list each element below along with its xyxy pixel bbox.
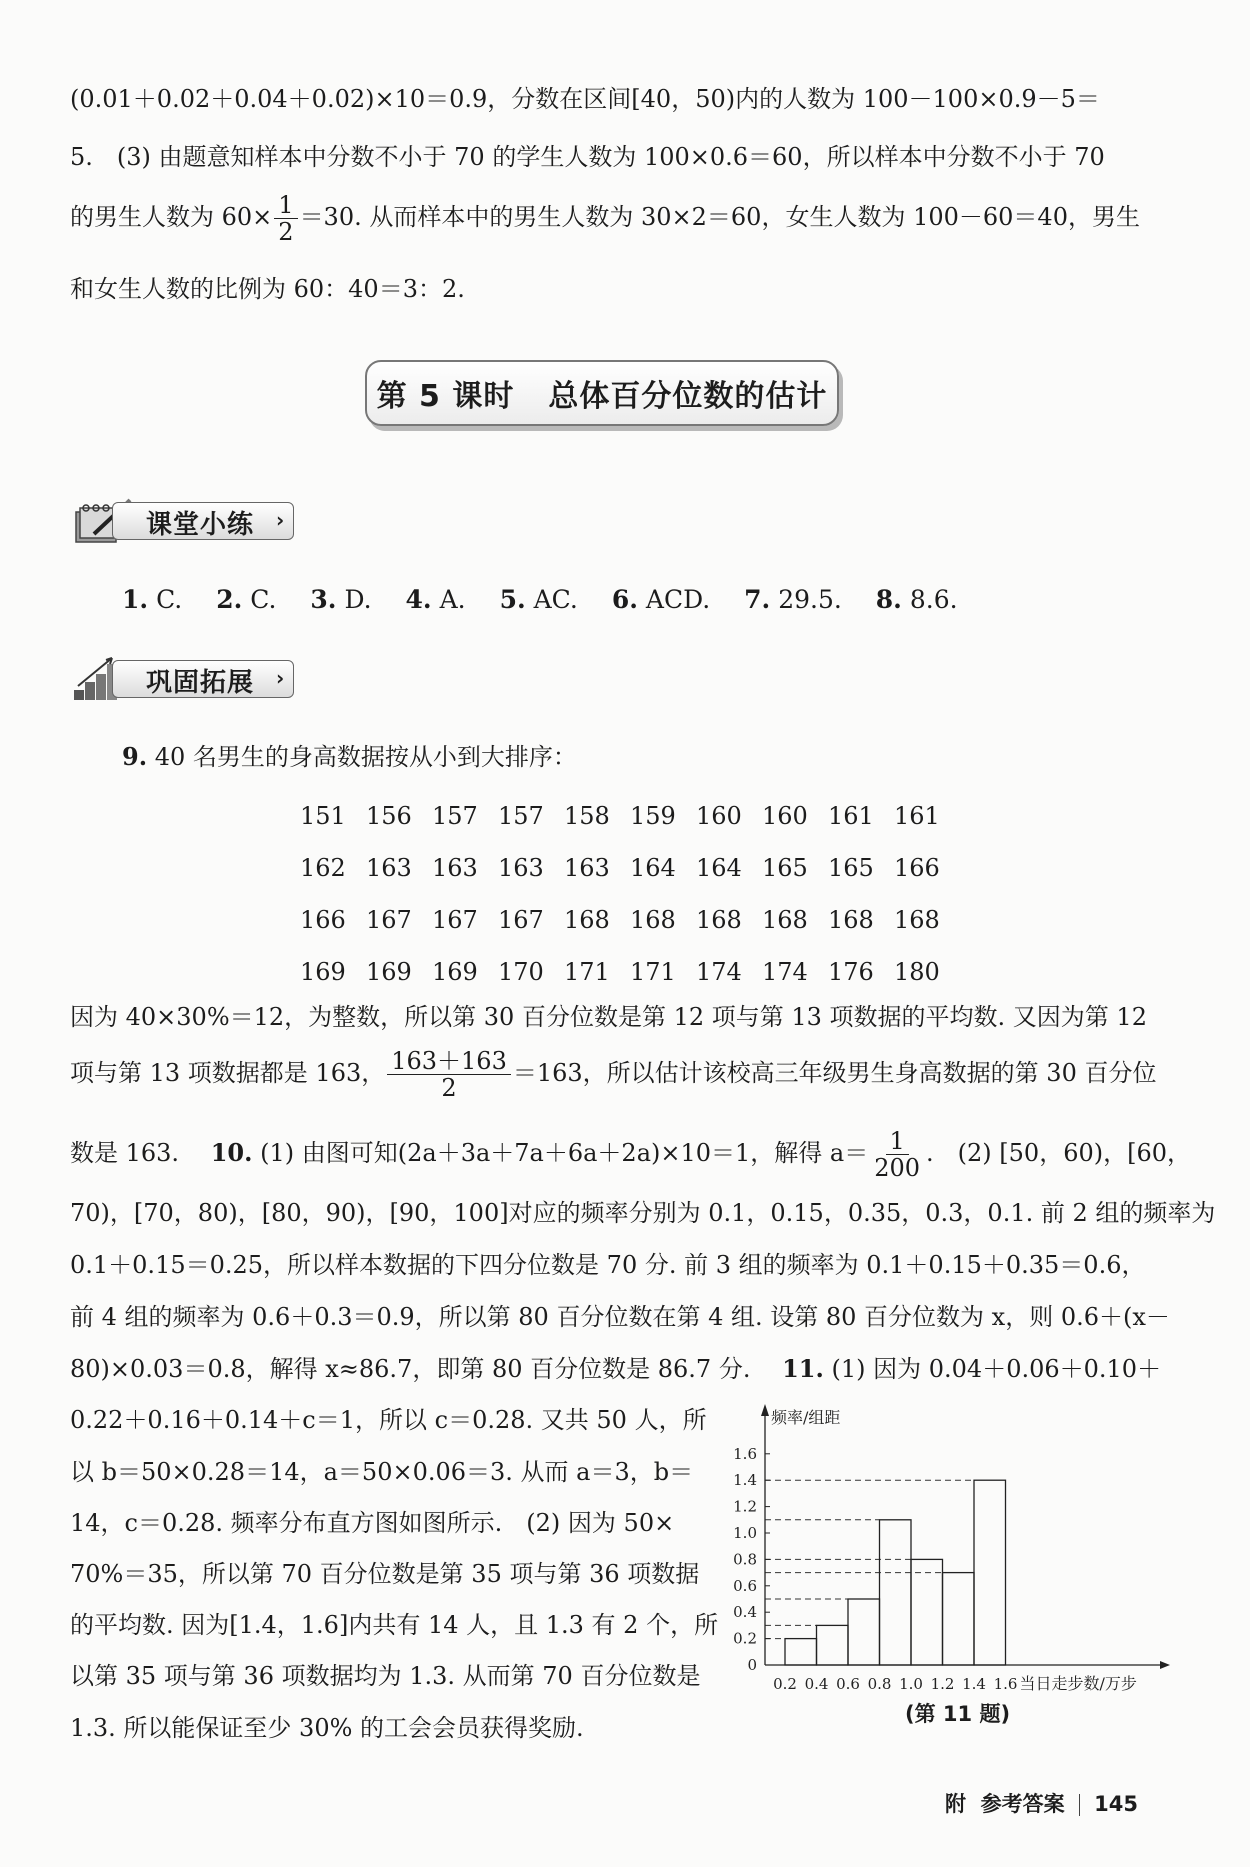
x-tick-label: 0.6 bbox=[836, 1675, 860, 1693]
answer-item: 7. 29.5. bbox=[744, 585, 842, 614]
x-tick-label: 1.6 bbox=[993, 1675, 1018, 1693]
intro-line-1: (0.01＋0.02＋0.04＋0.02)×10＝0.9，分数在区间[40，50)内的人数为 100－100×0.9－5＝ bbox=[70, 85, 1100, 113]
histogram-bar bbox=[943, 1573, 975, 1665]
answer-item: 3. D. bbox=[310, 585, 372, 614]
q10-line-3: 0.1＋0.15＝0.25，所以样本数据的下四分位数是 70 分. 前 3 组的频率为 0.1＋0.15＋0.35＝0.6， bbox=[70, 1251, 1146, 1279]
fraction-a: $\frac{1}{200}$ bbox=[874, 1127, 921, 1182]
histogram-bar bbox=[785, 1639, 817, 1665]
table-row: 166 167 167 167 168 168 168 168 168 168 bbox=[300, 906, 940, 934]
table-row: 162 163 163 163 163 164 164 165 165 166 bbox=[300, 854, 940, 882]
q10-line-2: 70)，[70，80)，[80，90)，[90，100]对应的频率分别为 0.1，0.15，0.35，0.3，0.1. 前 2 组的频率为 bbox=[70, 1199, 1216, 1227]
x-tick-label: 1.2 bbox=[930, 1675, 955, 1693]
y-tick-label: 1.4 bbox=[733, 1471, 757, 1490]
fraction-denominator: 2 bbox=[278, 218, 294, 246]
x-axis-label: 当日走步数/万步 bbox=[1019, 1674, 1137, 1693]
table-row: 169 169 169 170 171 171 174 174 176 180 bbox=[300, 958, 940, 986]
page-footer bbox=[945, 1788, 1138, 1818]
q11-line-6: 以第 35 项与第 36 项数据均为 1.3. 从而第 70 百分位数是 bbox=[70, 1662, 701, 1690]
fraction-numerator: 1 bbox=[274, 192, 297, 219]
y-axis-label: 频率/组距 bbox=[771, 1408, 841, 1427]
y-tick-label: 0.6 bbox=[733, 1576, 757, 1595]
answer-item: 5. AC. bbox=[499, 585, 578, 614]
q11-line-1: 0.22＋0.16＋0.14＋c＝1，所以 c＝0.28. 又共 50 人，所 bbox=[70, 1406, 707, 1434]
section-header-extension bbox=[72, 656, 294, 698]
x-axis-arrow-icon bbox=[1160, 1661, 1170, 1669]
y-tick-label: 1.2 bbox=[733, 1497, 757, 1516]
heights-table bbox=[300, 790, 960, 998]
chevron-right-icon: › bbox=[276, 508, 285, 532]
q11-number: 11. bbox=[782, 1354, 824, 1383]
histogram-bar bbox=[848, 1599, 880, 1665]
intro-line-3-b: ＝30. 从而样本中的男生人数为 30×2＝60，女生人数为 100－60＝40，男生 bbox=[299, 203, 1140, 231]
y-tick-label: 0.2 bbox=[733, 1629, 757, 1648]
x-tick-label: 0.8 bbox=[867, 1675, 892, 1693]
x-tick-label: 1.4 bbox=[962, 1675, 986, 1693]
y-tick-label: 0.8 bbox=[733, 1550, 757, 1569]
q9-sentence-2: 项与第 13 项数据都是 163， $\frac{163+163}{2}$ ＝163，所以估计该校高三年级男生身高数据的第 30 百分位 bbox=[70, 1047, 1157, 1102]
fraction-one-half bbox=[274, 192, 297, 245]
table-row: 151 156 157 157 158 159 160 160 161 161 bbox=[300, 802, 940, 830]
histogram-bar bbox=[911, 1559, 943, 1665]
intro-line-3-a: 的男生人数为 60× bbox=[70, 203, 273, 231]
section-title-practice: 课堂小练 bbox=[146, 510, 255, 540]
chevron-right-icon: › bbox=[276, 666, 285, 690]
q10-line-5: 80)×0.03＝0.8，解得 x≈86.7，即第 80 百分位数是 86.7 分. bbox=[70, 1355, 751, 1383]
lesson-number: 第 5 课时 bbox=[376, 379, 515, 414]
q10-line-4: 前 4 组的频率为 0.6＋0.3＝0.9，所以第 80 百分位数在第 4 组. 设第 80 百分位数为 x，则 0.6＋(x－ bbox=[70, 1303, 1170, 1331]
intro-line-4: 和女生人数的比例为 60：40＝3：2. bbox=[70, 275, 465, 303]
y-tick-label: 0 bbox=[747, 1656, 757, 1674]
answer-item: 8. 8.6. bbox=[875, 585, 958, 614]
frequency-histogram bbox=[705, 1400, 1185, 1700]
chart-caption: (第 11 题) bbox=[905, 1702, 1011, 1726]
lesson-name: 总体百分位数的估计 bbox=[548, 379, 828, 414]
lesson-title-banner bbox=[365, 360, 839, 426]
x-tick-label: 0.2 bbox=[773, 1675, 797, 1693]
x-tick-label: 1.0 bbox=[899, 1675, 923, 1693]
q11-line-4: 70%＝35，所以第 70 百分位数是第 35 项与第 36 项数据 bbox=[70, 1560, 700, 1588]
section-header-practice bbox=[72, 498, 294, 540]
y-tick-label: 1.6 bbox=[733, 1444, 757, 1463]
answer-item: 2. C. bbox=[216, 585, 277, 614]
y-axis-arrow-icon bbox=[761, 1404, 769, 1416]
footer-label: 参考答案 bbox=[980, 1792, 1065, 1816]
y-tick-label: 1.0 bbox=[733, 1524, 757, 1542]
q10-line-1: 数是 163. 10. (1) 由图可知(2a＋3a＋7a＋6a＋2a)×10＝1，解得 a＝ $\frac{1}{200}$ . (2) [50，60)，[60， bbox=[70, 1127, 1192, 1182]
y-tick-label: 0.4 bbox=[733, 1603, 757, 1622]
intro-line-2: 5. (3) 由题意知样本中分数不小于 70 的学生人数为 100×0.6＝60，所以样本中分数不小于 70 bbox=[70, 143, 1105, 171]
q11-line-2: 以 b＝50×0.28＝14，a＝50×0.06＝3. 从而 a＝3，b＝ bbox=[70, 1458, 694, 1486]
section-title-extension: 巩固拓展 bbox=[146, 668, 255, 698]
page-number: 145 bbox=[1094, 1792, 1138, 1816]
q9-sentence-1: 因为 40×30%＝12，为整数，所以第 30 百分位数是第 12 项与第 13 项数据的平均数. 又因为第 12 bbox=[70, 1003, 1147, 1031]
answer-item: 4. A. bbox=[405, 585, 466, 614]
answers-row bbox=[122, 585, 984, 614]
x-tick-label: 0.4 bbox=[804, 1675, 829, 1693]
q11-line-5: 的平均数. 因为[1.4，1.6]内共有 14 人，且 1.3 有 2 个，所 bbox=[70, 1611, 719, 1639]
q11-line-0: 80)×0.03＝0.8，解得 x≈86.7，即第 80 百分位数是 86.7 分. 11. (1) 因为 0.04＋0.06＋0.10＋ bbox=[70, 1354, 1162, 1383]
fraction-average: $\frac{163+163}{2}$ bbox=[387, 1048, 511, 1101]
histogram-bar bbox=[817, 1625, 849, 1665]
histogram-bar bbox=[880, 1520, 912, 1665]
footer-divider bbox=[1079, 1794, 1081, 1816]
answer-item: 6. ACD. bbox=[611, 585, 711, 614]
q9-sentence-3: 数是 163. bbox=[70, 1139, 180, 1167]
q11-line-7: 1.3. 所以能保证至少 30% 的工会会员获得奖励. bbox=[70, 1714, 584, 1742]
q11-line-3: 14，c＝0.28. 频率分布直方图如图所示. (2) 因为 50× bbox=[70, 1509, 675, 1537]
answer-item: 1. C. bbox=[122, 585, 183, 614]
footer-prefix: 附 bbox=[945, 1792, 966, 1816]
histogram-bar bbox=[974, 1480, 1006, 1665]
q10-number: 10. bbox=[210, 1138, 253, 1167]
q9-intro: 9. 40 名男生的身高数据按从小到大排序： bbox=[122, 742, 577, 771]
intro-line-3 bbox=[70, 192, 1180, 245]
